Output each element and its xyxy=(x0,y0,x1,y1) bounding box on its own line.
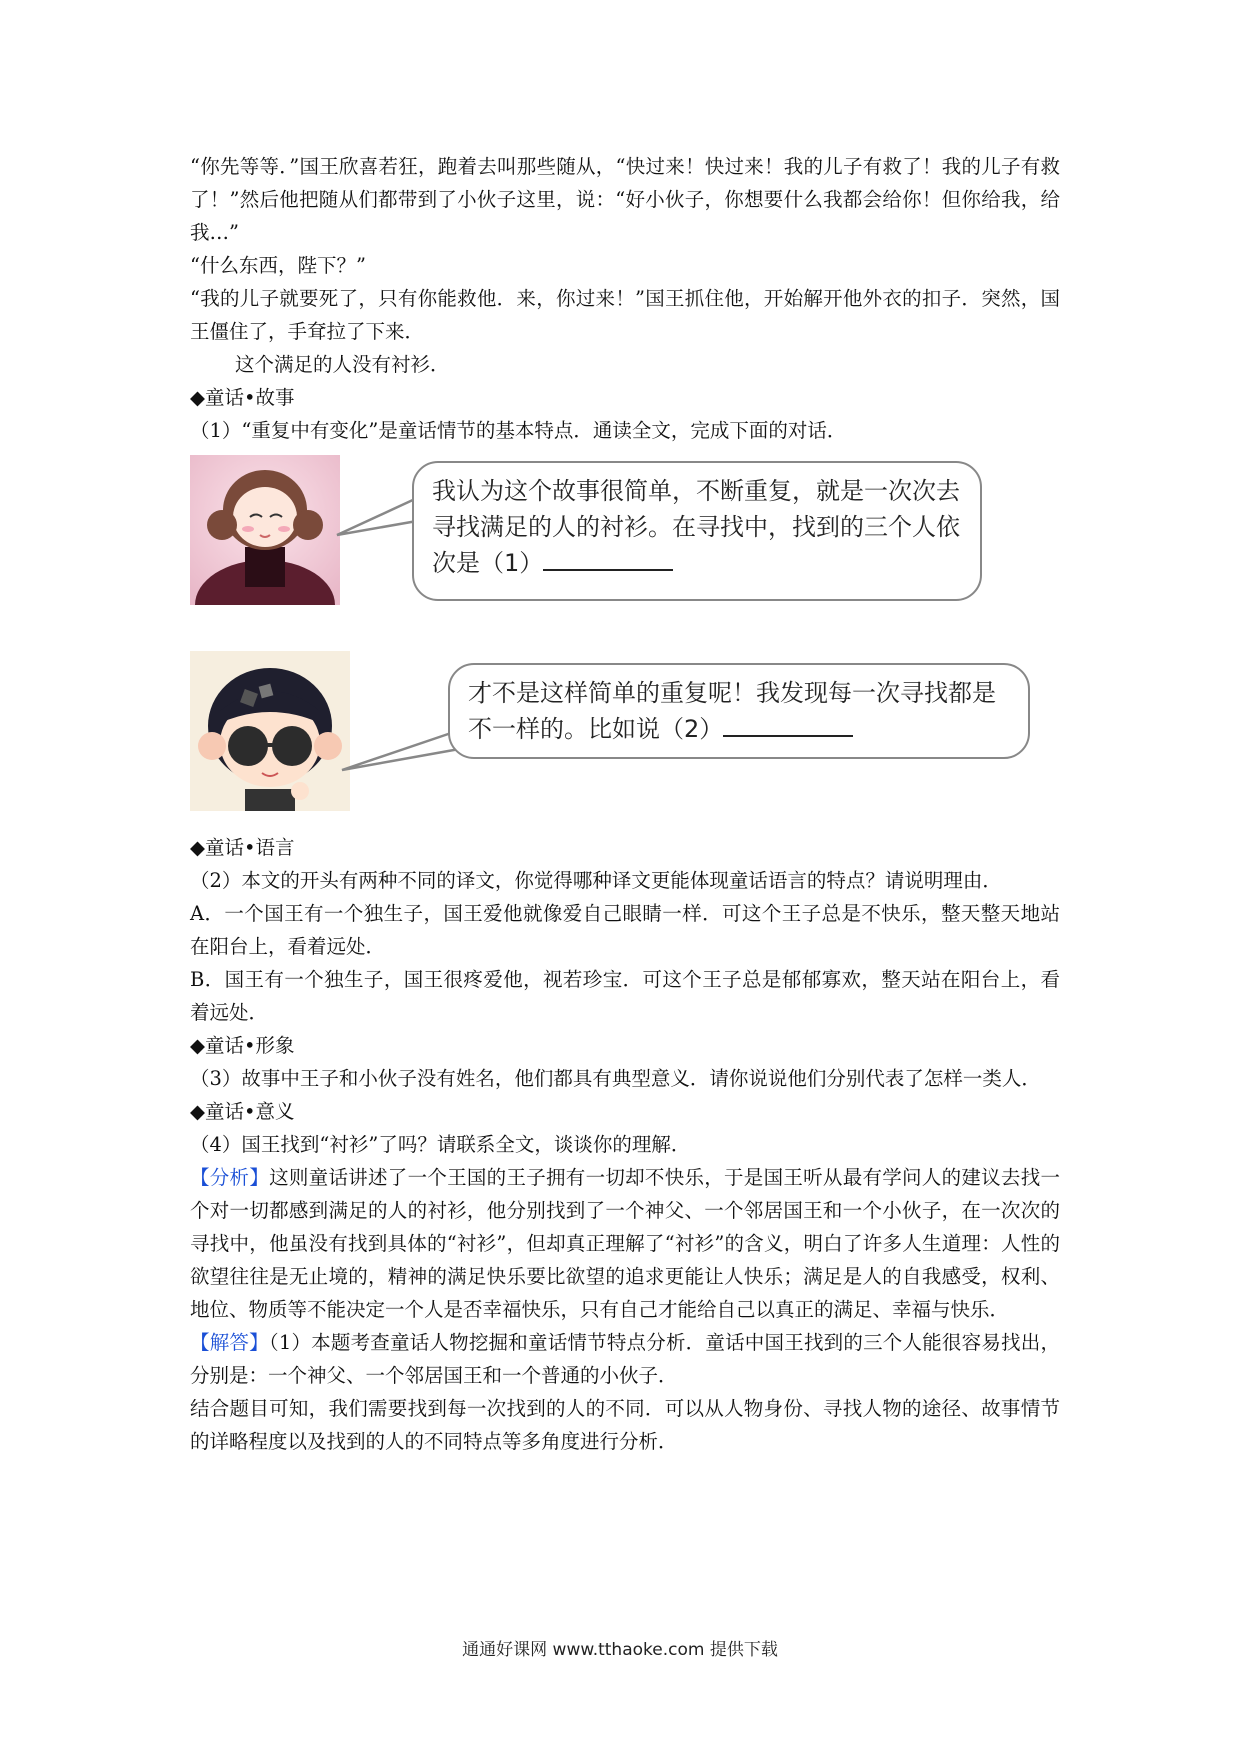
answer-blank-1[interactable] xyxy=(543,547,673,571)
speech-bubble-boy xyxy=(448,663,1030,759)
option-a: A．一个国王有一个独生子，国王爱他就像爱自己眼睛一样．可这个王子总是不快乐，整天整天地站在阳台上，看着远处． xyxy=(190,902,1060,958)
story-paragraph-1: “你先等等．”国王欣喜若狂，跑着去叫那些随从，“快过来！快过来！我的儿子有救了！我的儿子有救了！”然后他把随从们都带到了小伙子这里，说：“好小伙子，你想要什么我都会给你！但你给我，给我…” xyxy=(190,155,1060,244)
section-heading-story: ◆童话•故事 xyxy=(190,386,295,409)
analysis-text: 这则童话讲述了一个王国的王子拥有一切却不快乐，于是国王听从最有学问人的建议去找一个对一切都感到满足的人的衬衫，他分别找到了一个神父、一个邻居国王和一个小伙子，在一次次的寻找中，他虽没有找到具体的“衬衫”，但却真正理解了“衬衫”的含义，明白了许多人生道理：人性的欲望往往是无止境的，精神的满足快乐要比欲望的追求更能让人快乐；满足是人的自我感受，权利、地位、物质等不能决定一个人是否幸福快乐，只有自己才能给自己以真正的满足、幸福与快乐． xyxy=(190,1166,1060,1321)
option-b: B．国王有一个独生子，国王很疼爱他，视若珍宝．可这个王子总是郁郁寡欢，整天站在阳台上，看着远处． xyxy=(190,968,1060,1024)
speech-bubble-girl xyxy=(412,461,982,601)
answer-paragraph xyxy=(190,1326,1060,1392)
page-footer: 通通好课网 www.tthaoke.com 提供下载 xyxy=(462,1640,778,1660)
section-heading-meaning: ◆童话•意义 xyxy=(190,1100,295,1123)
story-paragraph-3: “我的儿子就要死了，只有你能救他．来，你过来！”国王抓住他，开始解开他外衣的扣子．突然，国王僵住了，手耷拉了下来． xyxy=(190,287,1060,343)
document-body xyxy=(190,150,1060,1458)
analysis-label: 【分析】 xyxy=(190,1166,270,1189)
answer-blank-2[interactable] xyxy=(723,713,853,737)
girl-avatar-image xyxy=(190,455,340,605)
section-heading-image: ◆童话•形象 xyxy=(190,1034,295,1057)
section-heading-language: ◆童话•语言 xyxy=(190,836,295,859)
story-paragraph-4: 这个满足的人没有衬衫． xyxy=(235,353,450,376)
question-4: （4）国王找到“衬衫”了吗？请联系全文，谈谈你的理解． xyxy=(190,1133,691,1156)
boy-avatar-image xyxy=(190,651,350,811)
analysis-paragraph xyxy=(190,1161,1060,1326)
dialogue-figure-girl xyxy=(190,455,1060,641)
question-1: （1）“重复中有变化”是童话情节的基本特点．通读全文，完成下面的对话． xyxy=(190,419,847,442)
answer-text: （1）本题考查童话人物挖掘和童话情节特点分析．童话中国王找到的三个人能很容易找出，分别是：一个神父、一个邻居国王和一个普通的小伙子． xyxy=(190,1331,1060,1387)
question-2: （2）本文的开头有两种不同的译文，你觉得哪种译文更能体现童话语言的特点？请说明理由． xyxy=(190,869,1002,892)
dialogue-figure-boy xyxy=(190,651,1060,831)
answer-paragraph-2: 结合题目可知，我们需要找到每一次找到的人的不同．可以从人物身份、寻找人物的途径、故事情节的详略程度以及找到的人的不同特点等多角度进行分析． xyxy=(190,1397,1060,1453)
story-paragraph-2: “什么东西，陛下？” xyxy=(190,254,366,277)
question-3: （3）故事中王子和小伙子没有姓名，他们都具有典型意义．请你说说他们分别代表了怎样一类人． xyxy=(190,1067,1041,1090)
speech-bubble-boy-text: 才不是这样简单的重复呢！我发现每一次寻找都是不一样的。比如说（2） xyxy=(468,679,996,743)
answer-label: 【解答】 xyxy=(190,1331,269,1354)
speech-bubble-girl-text: 我认为这个故事很简单，不断重复，就是一次次去寻找满足的人的衬衫。在寻找中，找到的三个人依次是（1） xyxy=(432,477,960,577)
